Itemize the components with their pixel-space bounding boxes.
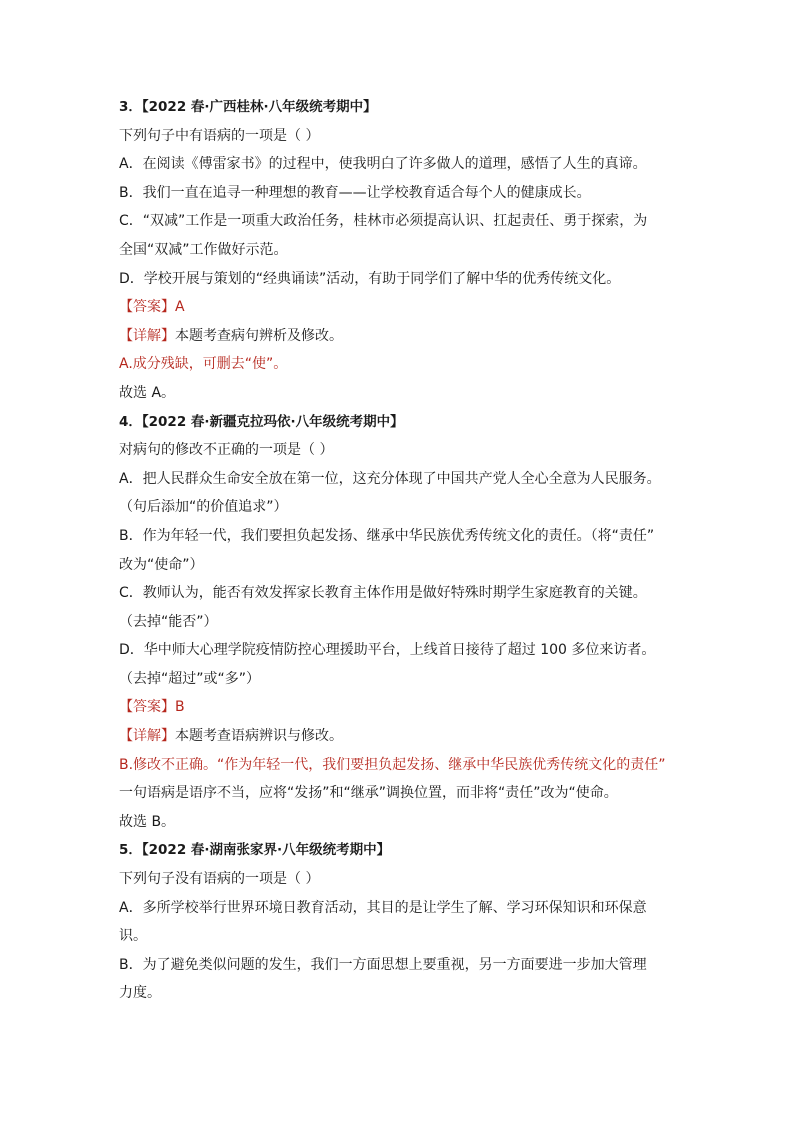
detail-label: 【详解】: [119, 728, 175, 745]
document-page: [119, 93, 689, 1008]
option-line: （去掉“超过”或“多”）: [119, 670, 261, 687]
option-line: B．为了避免类似问题的发生，我们一方面思想上要重视，另一方面要进一步加大管理: [119, 956, 647, 973]
option-line: C．“双减”工作是一项重大政治任务，桂林市必须提高认识、扛起责任、勇于探索，为: [119, 213, 648, 230]
option-line: A．多所学校举行世界环境日教育活动，其目的是让学生了解、学习环保知识和环保意: [119, 899, 647, 916]
answer-label: 【答案】A: [119, 299, 185, 316]
option-line: 力度。: [119, 985, 161, 1002]
detail-text: 本题考查语病辨识与修改。: [175, 728, 343, 745]
question-4: [119, 408, 689, 837]
question-5: [119, 836, 689, 1008]
conclusion-line: 故选 A。: [119, 384, 176, 401]
question-stem: 下列句子中有语病的一项是（ ）: [119, 127, 320, 144]
analysis-line: B.修改不正确。“作为年轻一代，我们要担负起发扬、继承中华民族优秀传统文化的责任”: [119, 756, 666, 773]
detail-line: [119, 722, 689, 751]
analysis-line: A.成分残缺，可删去“使”。: [119, 356, 288, 373]
question-stem: 下列句子没有语病的一项是（ ）: [119, 871, 320, 888]
question-header: 3．【2022 春·广西桂林·八年级统考期中】: [119, 99, 377, 115]
option-line: C．教师认为，能否有效发挥家长教育主体作用是做好特殊时期学生家庭教育的关键。: [119, 585, 647, 602]
detail-text: 本题考查病句辨析及修改。: [175, 327, 343, 344]
option-line: D．华中师大心理学院疫情防控心理援助平台，上线首日接待了超过 100 多位来访者。: [119, 642, 656, 659]
detail-label: 【详解】: [119, 327, 175, 344]
option-line: A．在阅读《傅雷家书》的过程中，使我明白了许多做人的道理，感悟了人生的真谛。: [119, 156, 647, 173]
question-3: [119, 93, 689, 408]
detail-line: [119, 322, 689, 351]
question-header: 5．【2022 春·湖南张家界·八年级统考期中】: [119, 842, 391, 859]
option-line: 全国“双减”工作做好示范。: [119, 241, 288, 258]
option-line: A．把人民群众生命安全放在第一位，这充分体现了中国共产党人全心全意为人民服务。: [119, 470, 661, 487]
conclusion-line: 故选 B。: [119, 813, 176, 830]
analysis-line: 一句语病是语序不当，应将“发扬”和“继承”调换位置，而非将“责任”改为“使命。: [119, 785, 618, 802]
option-line: （去掉“能否”）: [119, 613, 218, 630]
option-line: 识。: [119, 928, 147, 945]
answer-label: 【答案】B: [119, 699, 185, 716]
option-line: 改为“使命”）: [119, 556, 204, 573]
option-line: （句后添加“的价值追求”）: [119, 499, 288, 516]
question-header: 4．【2022 春·新疆克拉玛依·八年级统考期中】: [119, 413, 404, 430]
question-stem: 对病句的修改不正确的一项是（ ）: [119, 442, 334, 459]
option-line: D．学校开展与策划的“经典诵读”活动，有助于同学们了解中华的优秀传统文化。: [119, 270, 621, 287]
option-line: B．我们一直在追寻一种理想的教育——让学校教育适合每个人的健康成长。: [119, 184, 591, 201]
option-line: B．作为年轻一代，我们要担负起发扬、继承中华民族优秀传统文化的责任。（将“责任”: [119, 527, 655, 544]
